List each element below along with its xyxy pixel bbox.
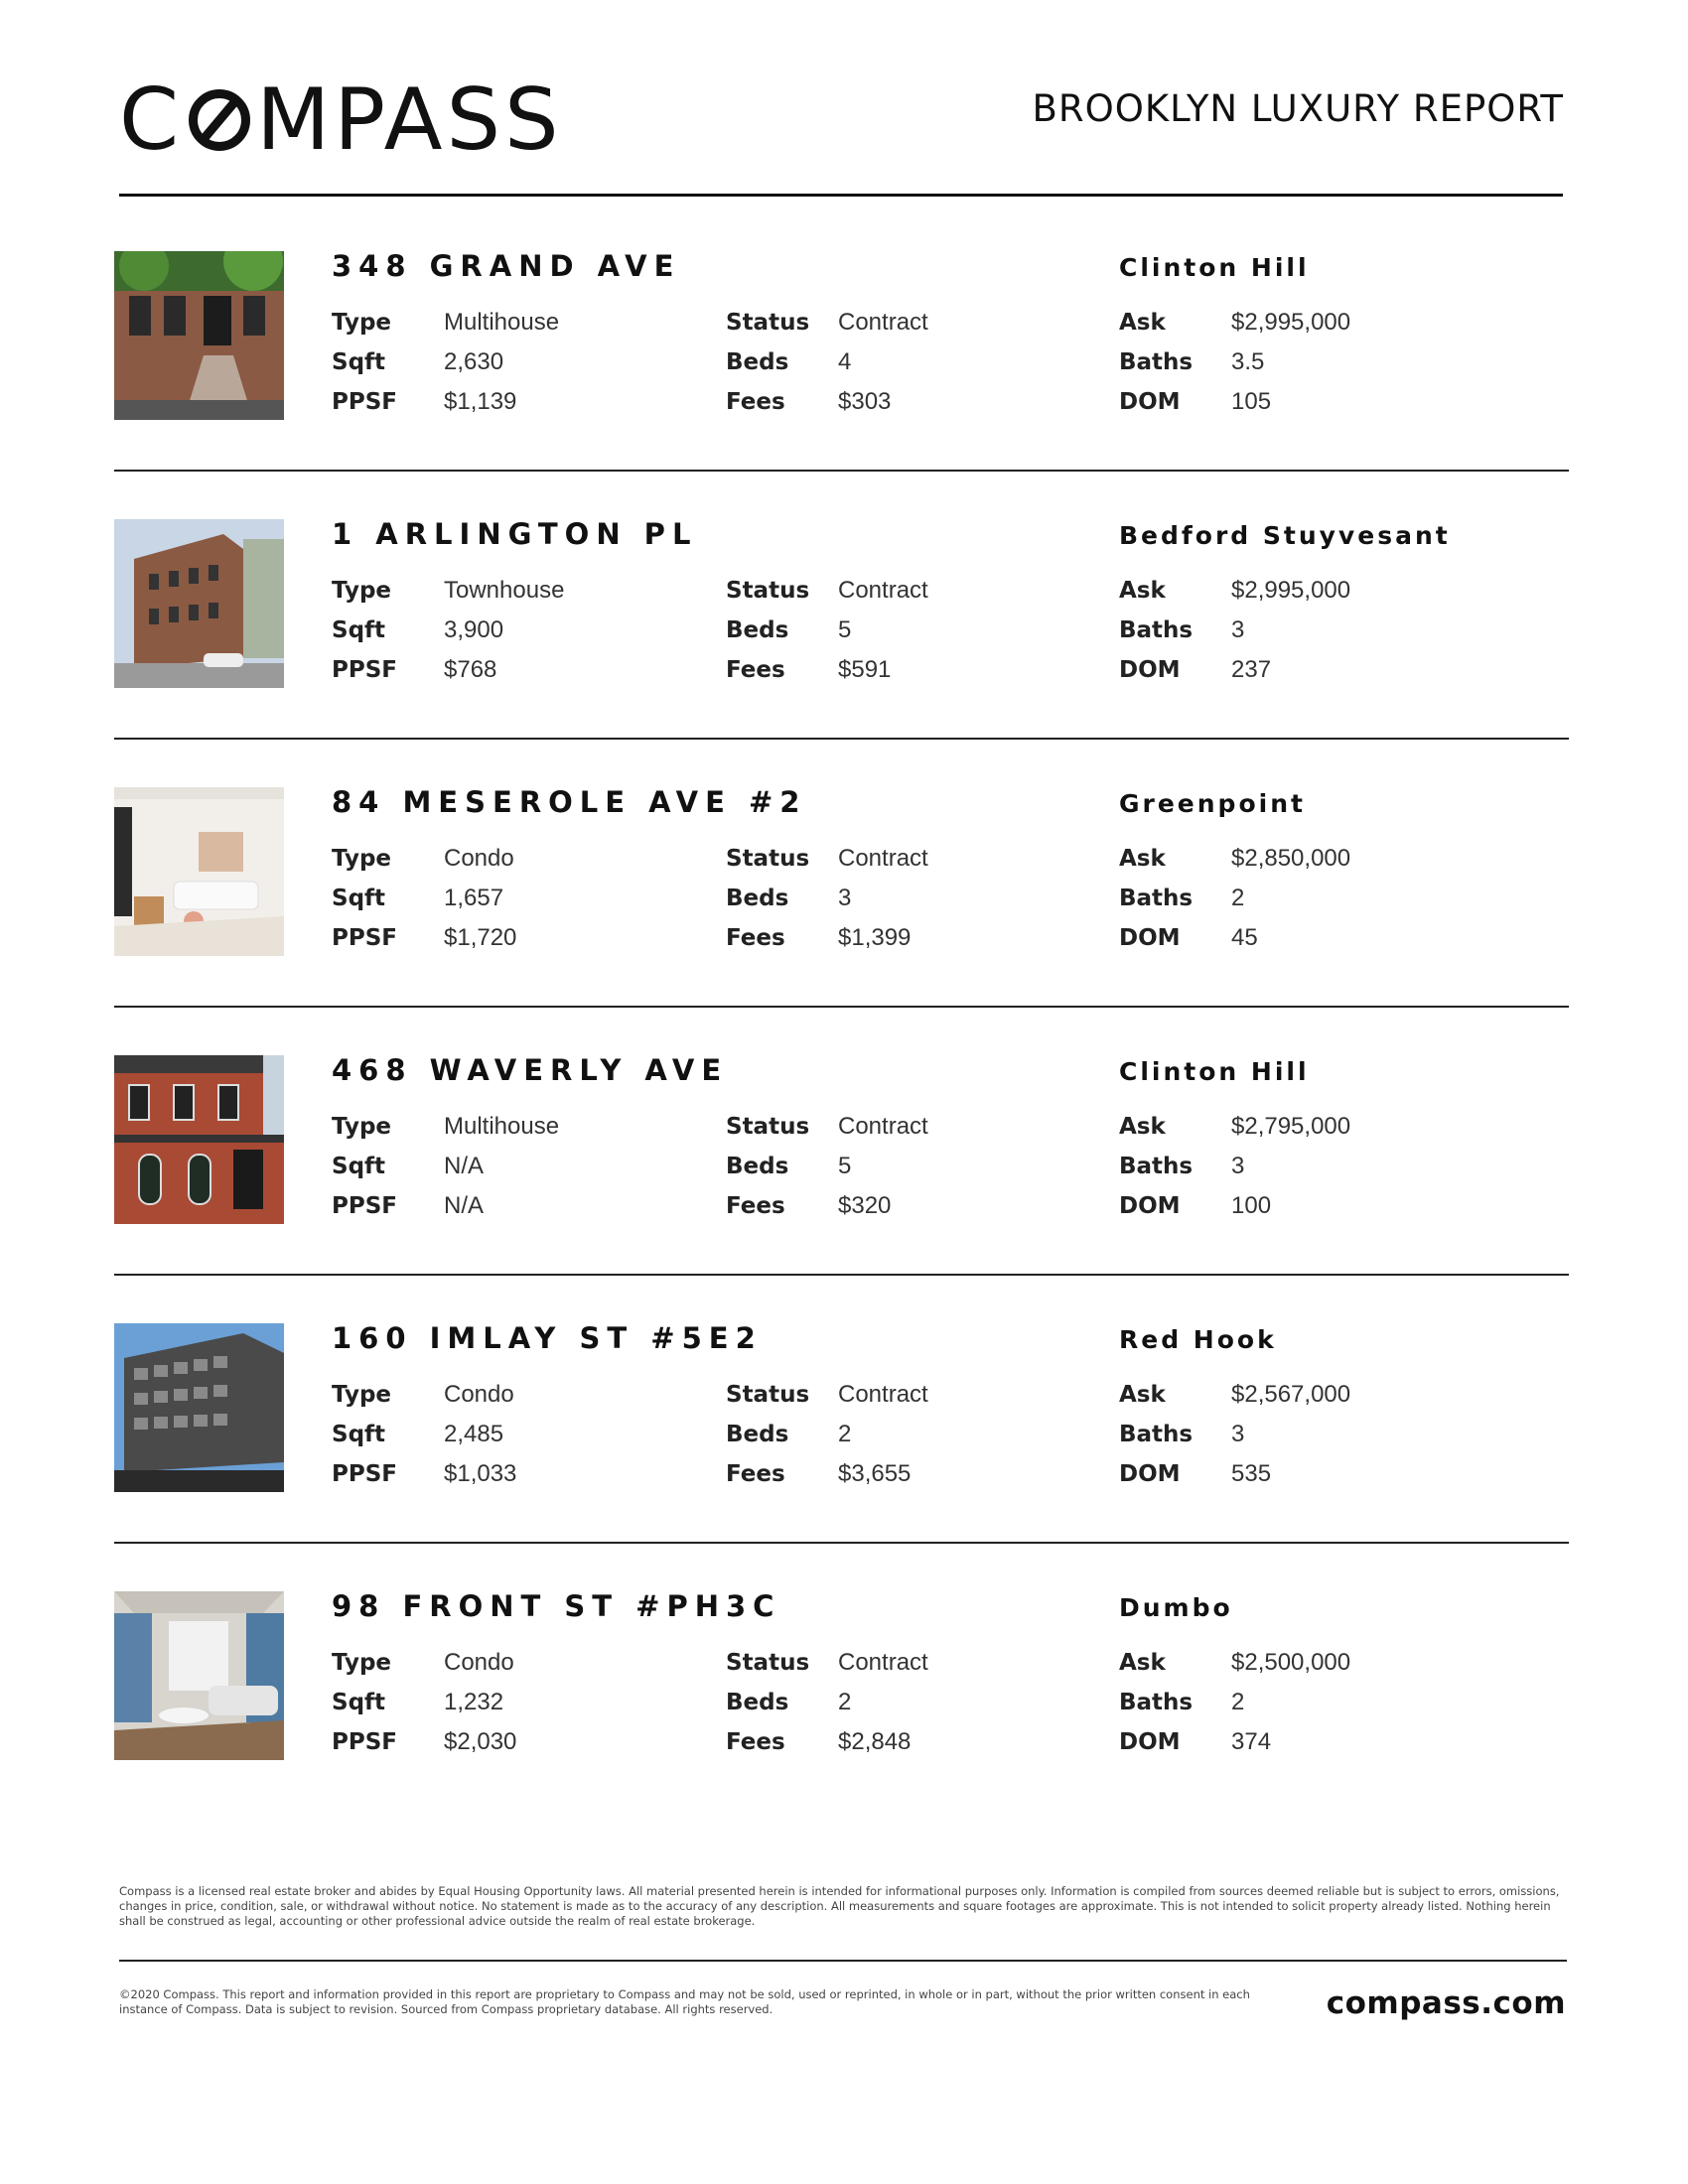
ppsf-label: PPSF: [332, 389, 397, 415]
listing-photo: [114, 1055, 284, 1224]
beds-value: 2: [838, 1421, 852, 1447]
brick-facade-photo-icon: [114, 1055, 284, 1224]
listing-divider: [114, 1006, 1569, 1008]
listing-address: 160 IMLAY ST #5E2: [332, 1321, 763, 1355]
townhouse-photo-icon: [114, 519, 284, 688]
fees-value: $3,655: [838, 1460, 912, 1487]
ppsf-label: PPSF: [332, 1461, 397, 1487]
listing-card: [114, 787, 1569, 956]
dom-label: DOM: [1119, 1461, 1181, 1487]
fees-value: $320: [838, 1192, 892, 1219]
baths-value: 3: [1231, 1153, 1245, 1179]
ppsf-label: PPSF: [332, 1729, 397, 1755]
listing-divider: [114, 470, 1569, 472]
type-value: Condo: [444, 1381, 514, 1408]
listing-card: [114, 1323, 1569, 1492]
listing-photo: [114, 1323, 284, 1492]
listing-column-3: [1119, 1375, 1350, 1494]
type-label: Type: [332, 310, 392, 336]
ask-value: $2,995,000: [1231, 577, 1351, 604]
listing-column-3: [1119, 571, 1350, 690]
listing-column-3: [1119, 1107, 1350, 1226]
header-divider: [119, 194, 1563, 197]
listing-neighborhood: Bedford Stuyvesant: [1119, 521, 1451, 550]
sqft-label: Sqft: [332, 1422, 386, 1447]
legal-disclaimer: Compass is a licensed real estate broker and abides by Equal Housing Opportunity laws. All material presented herein is intended for informational purposes only. Information is compiled from sources deemed reliable but is subject to errors, omissions, changes in price, condition, sale, or withdrawal without notice. No statement is made as to the accuracy of any description. All measurements and square footages are approximate. This is not intended to solicit property already listed. Nothing herein shall be construed as legal, accounting or other professional advice outside the realm of real estate brokerage.: [119, 1884, 1560, 1928]
dom-value: 45: [1231, 924, 1258, 951]
type-label: Type: [332, 578, 392, 604]
brownstone-photo-icon: [114, 251, 284, 420]
listing-divider: [114, 738, 1569, 740]
ask-value: $2,500,000: [1231, 1649, 1351, 1676]
compass-logo: [119, 70, 563, 170]
beds-label: Beds: [726, 349, 789, 375]
beds-value: 4: [838, 348, 852, 375]
baths-label: Baths: [1119, 886, 1194, 911]
ask-label: Ask: [1119, 846, 1166, 872]
beds-label: Beds: [726, 617, 789, 643]
fees-label: Fees: [726, 1461, 785, 1487]
listing-neighborhood: Clinton Hill: [1119, 1057, 1310, 1086]
baths-label: Baths: [1119, 1422, 1194, 1447]
type-label: Type: [332, 1382, 392, 1408]
ask-value: $2,567,000: [1231, 1381, 1351, 1408]
fees-label: Fees: [726, 1729, 785, 1755]
ask-value: $2,995,000: [1231, 309, 1351, 336]
status-value: Contract: [838, 1649, 928, 1676]
listing-address: 1 ARLINGTON PL: [332, 517, 698, 551]
listing-card: [114, 1591, 1569, 1760]
ppsf-value: $1,139: [444, 388, 517, 415]
listing-neighborhood: Clinton Hill: [1119, 253, 1310, 282]
fees-value: $1,399: [838, 924, 912, 951]
status-label: Status: [726, 1114, 810, 1140]
dom-label: DOM: [1119, 925, 1181, 951]
listing-address: 468 WAVERLY AVE: [332, 1053, 729, 1087]
type-value: Multihouse: [444, 309, 560, 336]
listing-address: 84 MESEROLE AVE #2: [332, 785, 807, 819]
status-value: Contract: [838, 845, 928, 872]
dom-label: DOM: [1119, 1193, 1181, 1219]
listing-column-3: [1119, 839, 1350, 958]
sqft-value: 2,630: [444, 348, 504, 375]
status-value: Contract: [838, 1381, 928, 1408]
fees-value: $303: [838, 388, 892, 415]
listing-column-3: [1119, 1643, 1350, 1762]
listing-column-1: [332, 1375, 516, 1494]
type-label: Type: [332, 1114, 392, 1140]
type-value: Condo: [444, 1649, 514, 1676]
sqft-label: Sqft: [332, 1690, 386, 1715]
type-value: Townhouse: [444, 577, 565, 604]
listing-divider: [114, 1274, 1569, 1276]
status-label: Status: [726, 1650, 810, 1676]
listing-address: 98 FRONT ST #PH3C: [332, 1589, 781, 1623]
copyright-notice: ©2020 Compass. This report and information provided in this report are proprietary to Compass and may not be sold, used or reprinted, in whole or in part, without the prior written consent in each instance of Compass. Data is subject to revision. Sourced from Compass proprietary database. All rights reserved.: [119, 1987, 1250, 2016]
listing-photo: [114, 787, 284, 956]
ask-value: $2,850,000: [1231, 845, 1351, 872]
baths-value: 3: [1231, 1421, 1245, 1447]
footer-divider: [119, 1960, 1567, 1962]
ask-label: Ask: [1119, 1650, 1166, 1676]
sqft-value: 1,232: [444, 1689, 504, 1715]
listing-column-3: [1119, 303, 1350, 422]
listing-column-2: [726, 839, 928, 958]
dom-label: DOM: [1119, 1729, 1181, 1755]
dom-value: 237: [1231, 656, 1272, 683]
ppsf-value: $768: [444, 656, 497, 683]
ask-label: Ask: [1119, 578, 1166, 604]
baths-label: Baths: [1119, 1690, 1194, 1715]
logo-text-end: MPASS: [256, 70, 563, 170]
dom-value: 105: [1231, 388, 1272, 415]
fees-value: $591: [838, 656, 892, 683]
status-value: Contract: [838, 1113, 928, 1140]
report-title: BROOKLYN LUXURY REPORT: [1032, 87, 1564, 130]
ppsf-value: N/A: [444, 1192, 485, 1219]
baths-label: Baths: [1119, 1154, 1194, 1179]
ppsf-label: PPSF: [332, 657, 397, 683]
beds-label: Beds: [726, 1154, 789, 1179]
beds-label: Beds: [726, 886, 789, 911]
status-value: Contract: [838, 577, 928, 604]
status-label: Status: [726, 1382, 810, 1408]
ask-value: $2,795,000: [1231, 1113, 1351, 1140]
ppsf-label: PPSF: [332, 1193, 397, 1219]
listing-photo: [114, 519, 284, 688]
listing-photo: [114, 1591, 284, 1760]
baths-label: Baths: [1119, 617, 1194, 643]
baths-value: 3.5: [1231, 348, 1265, 375]
sqft-label: Sqft: [332, 886, 386, 911]
baths-value: 2: [1231, 885, 1245, 911]
sqft-value: 3,900: [444, 616, 504, 643]
listing-column-1: [332, 1643, 516, 1762]
listing-card: [114, 1055, 1569, 1224]
listing-column-1: [332, 1107, 559, 1226]
report-header: [119, 70, 1564, 170]
logo-text-start: C: [119, 70, 184, 170]
beds-label: Beds: [726, 1690, 789, 1715]
listing-photo: [114, 251, 284, 420]
listing-divider: [114, 1542, 1569, 1544]
listing-neighborhood: Dumbo: [1119, 1593, 1233, 1622]
listing-column-2: [726, 571, 928, 690]
status-label: Status: [726, 846, 810, 872]
baths-value: 3: [1231, 616, 1245, 643]
listing-column-2: [726, 1375, 928, 1494]
dom-value: 535: [1231, 1460, 1272, 1487]
ppsf-value: $1,720: [444, 924, 517, 951]
sqft-value: 2,485: [444, 1421, 504, 1447]
beds-label: Beds: [726, 1422, 789, 1447]
beds-value: 5: [838, 1153, 852, 1179]
sqft-value: 1,657: [444, 885, 504, 911]
interior-living-room-photo-icon: [114, 787, 284, 956]
status-label: Status: [726, 310, 810, 336]
ppsf-value: $2,030: [444, 1728, 517, 1755]
status-value: Contract: [838, 309, 928, 336]
listing-column-2: [726, 1107, 928, 1226]
ppsf-value: $1,033: [444, 1460, 517, 1487]
listing-card: [114, 519, 1569, 688]
baths-value: 2: [1231, 1689, 1245, 1715]
fees-label: Fees: [726, 389, 785, 415]
warehouse-building-photo-icon: [114, 1323, 284, 1492]
listing-address: 348 GRAND AVE: [332, 249, 681, 283]
sqft-value: N/A: [444, 1153, 485, 1179]
sqft-label: Sqft: [332, 617, 386, 643]
listing-column-1: [332, 839, 516, 958]
dom-label: DOM: [1119, 657, 1181, 683]
ask-label: Ask: [1119, 1382, 1166, 1408]
listing-column-2: [726, 1643, 928, 1762]
beds-value: 3: [838, 885, 852, 911]
fees-value: $2,848: [838, 1728, 912, 1755]
logo-compass-o-icon: [189, 89, 250, 151]
website-link[interactable]: compass.com: [1326, 1985, 1566, 2021]
listing-column-2: [726, 303, 928, 422]
dom-label: DOM: [1119, 389, 1181, 415]
type-value: Multihouse: [444, 1113, 560, 1140]
listing-column-1: [332, 303, 559, 422]
fees-label: Fees: [726, 1193, 785, 1219]
baths-label: Baths: [1119, 349, 1194, 375]
penthouse-interior-photo-icon: [114, 1591, 284, 1760]
listing-card: [114, 251, 1569, 420]
ask-label: Ask: [1119, 310, 1166, 336]
listing-neighborhood: Greenpoint: [1119, 789, 1306, 818]
fees-label: Fees: [726, 657, 785, 683]
ppsf-label: PPSF: [332, 925, 397, 951]
fees-label: Fees: [726, 925, 785, 951]
type-label: Type: [332, 1650, 392, 1676]
type-label: Type: [332, 846, 392, 872]
sqft-label: Sqft: [332, 349, 386, 375]
ask-label: Ask: [1119, 1114, 1166, 1140]
beds-value: 2: [838, 1689, 852, 1715]
listing-neighborhood: Red Hook: [1119, 1325, 1277, 1354]
status-label: Status: [726, 578, 810, 604]
listing-column-1: [332, 571, 564, 690]
dom-value: 374: [1231, 1728, 1272, 1755]
type-value: Condo: [444, 845, 514, 872]
dom-value: 100: [1231, 1192, 1272, 1219]
sqft-label: Sqft: [332, 1154, 386, 1179]
beds-value: 5: [838, 616, 852, 643]
